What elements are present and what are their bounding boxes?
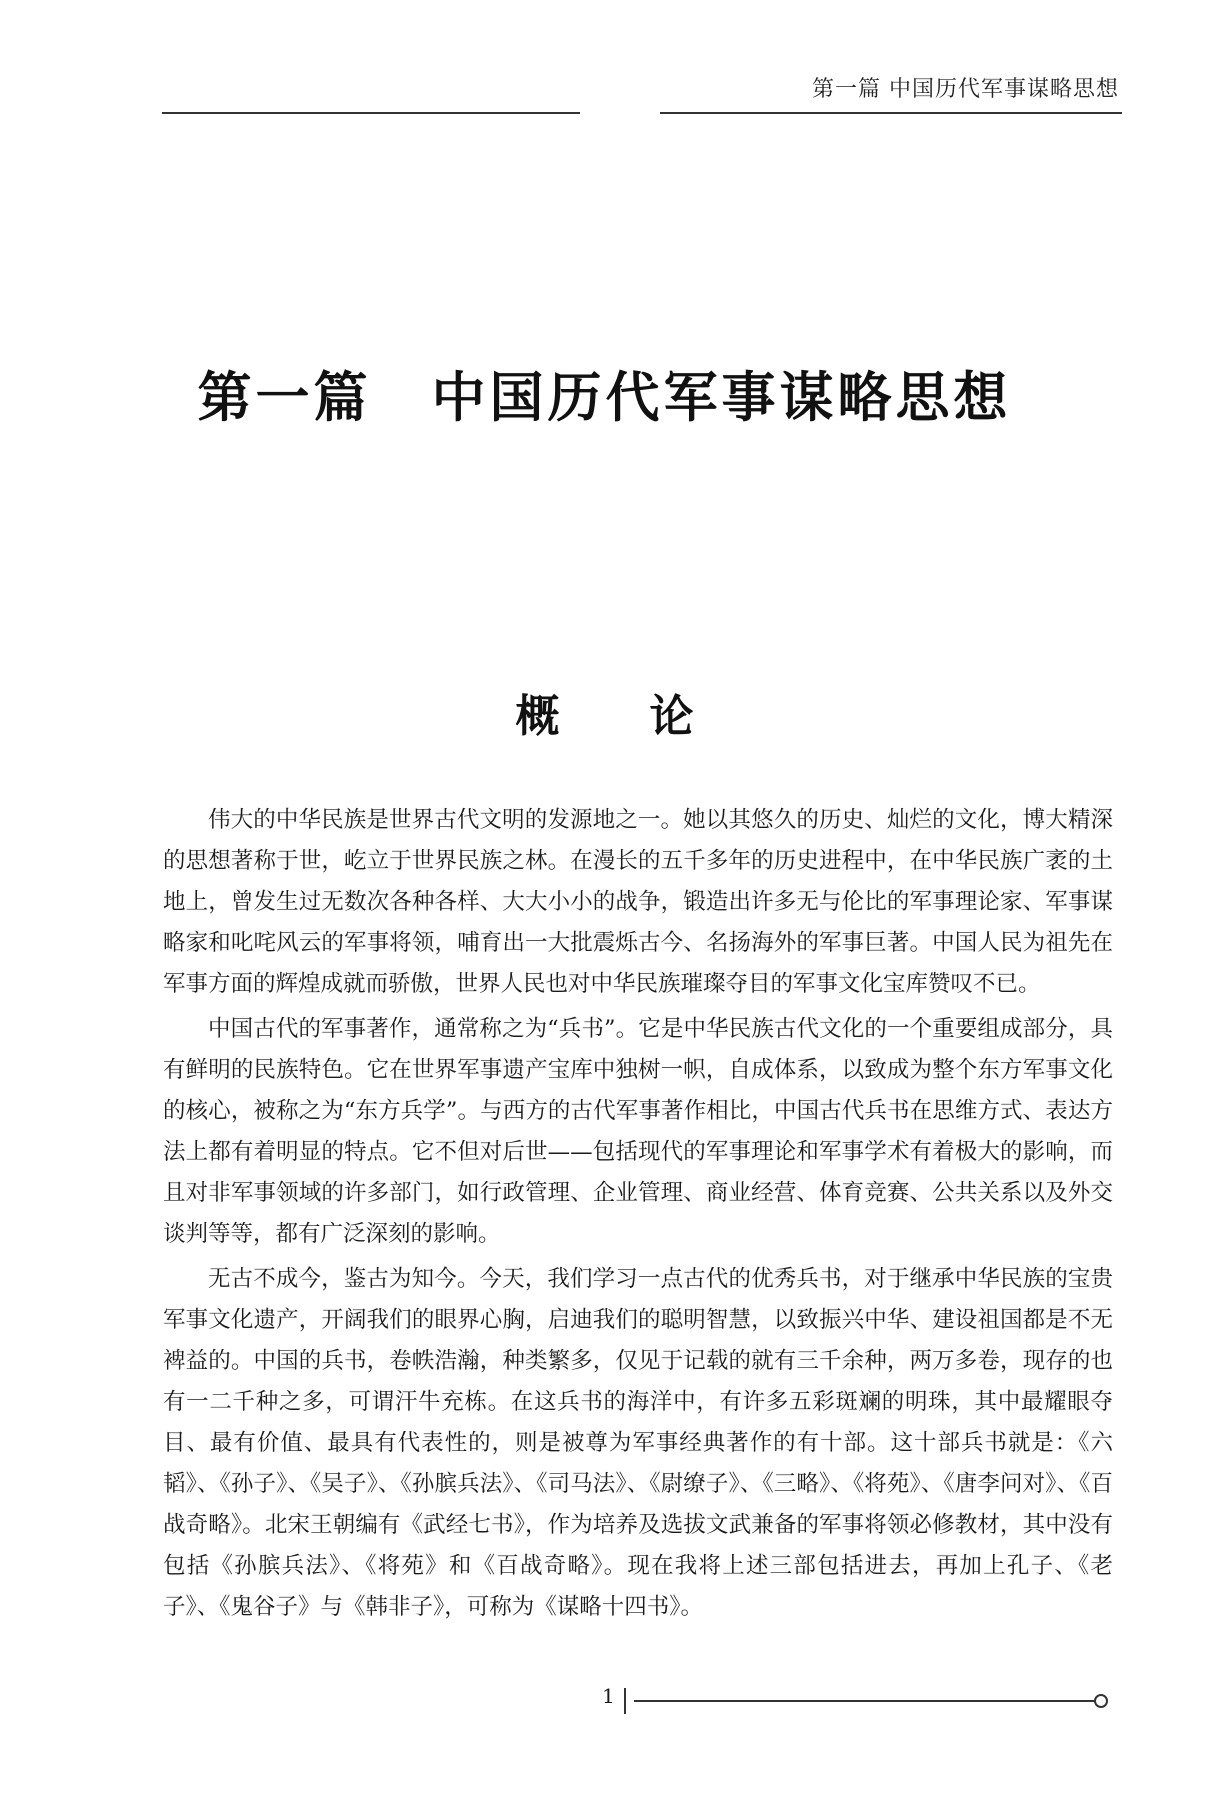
header-rule-gap [580, 106, 660, 118]
part-name: 中国历代军事谋略思想 [431, 366, 1012, 429]
section-title [0, 680, 1209, 744]
body-text [163, 800, 1113, 1632]
part-title [0, 355, 1209, 432]
footer-divider [624, 1688, 626, 1714]
paragraph-2: 中国古代的军事著作，通常称之为“兵书”。它是中华民族古代文化的一个重要组成部分，具有鲜明的民族特色。它在世界军事遗产宝库中独树一帜，自成体系，以致成为整个东方军事文化的核心，被称之为“东方兵学”。与西方的古代军事著作相比，中国古代兵书在思维方式、表达方法上都有着明显的特点。它不但对后世——包括现代的军事理论和军事学术有着极大的影响，而且对非军事领域的许多部门，如行政管理、企业管理、商业经营、体育竞赛、公共关系以及外交谈判等等，都有广泛深刻的影响。 [163, 1016, 1113, 1247]
part-number: 第一篇 [197, 366, 372, 429]
page-number: 1 [602, 1684, 615, 1708]
section-title-char-1: 概 [515, 691, 560, 742]
footer-rule [634, 1700, 1094, 1702]
paragraph-3: 无古不成今，鉴古为知今。今天，我们学习一点古代的优秀兵书，对于继承中华民族的宝贵军事文化遗产，开阔我们的眼界心胸，启迪我们的聪明智慧，以致振兴中华、建设祖国都是不无裨益的。中国的兵书，卷帙浩瀚，种类繁多，仅见于记载的就有三千余种，两万多卷，现存的也有一二千种之多，可谓汗牛充栋。在这兵书的海洋中，有许多五彩斑斓的明珠，其中最耀眼夺目、最有价值、最具有代表性的，则是被尊为军事经典著作的有十部。这十部兵书就是：《六韬》、《孙子》、《吴子》、《孙膑兵法》、《司马法》、《尉缭子》、《三略》、《将苑》、《唐李问对》、《百战奇略》。北宋王朝编有《武经七书》，作为培养及选拔文武兼备的军事将领必修教材，其中没有包括《孙膑兵法》、《将苑》和《百战奇略》。现在我将上述三部包括进去，再加上孔子、《老子》、《鬼谷子》与《韩非子》，可称为《谋略十四书》。 [163, 1266, 1113, 1620]
running-header: 第一篇 中国历代军事谋略思想 [812, 77, 1119, 102]
footer-circle-ornament [1094, 1694, 1108, 1708]
paragraph-1: 伟大的中华民族是世界古代文明的发源地之一。她以其悠久的历史、灿烂的文化，博大精深的思想著称于世，屹立于世界民族之林。在漫长的五千多年的历史进程中，在中华民族广袤的土地上，曾发生过无数次各种各样、大大小小的战争，锻造出许多无与伦比的军事理论家、军事谋略家和叱咤风云的军事将领，哺育出一大批震烁古今、名扬海外的军事巨著。中国人民为祖先在军事方面的辉煌成就而骄傲，世界人民也对中华民族璀璨夺目的军事文化宝库赞叹不已。 [163, 807, 1113, 997]
section-title-char-2: 论 [649, 691, 694, 742]
page-footer [590, 1684, 1120, 1712]
